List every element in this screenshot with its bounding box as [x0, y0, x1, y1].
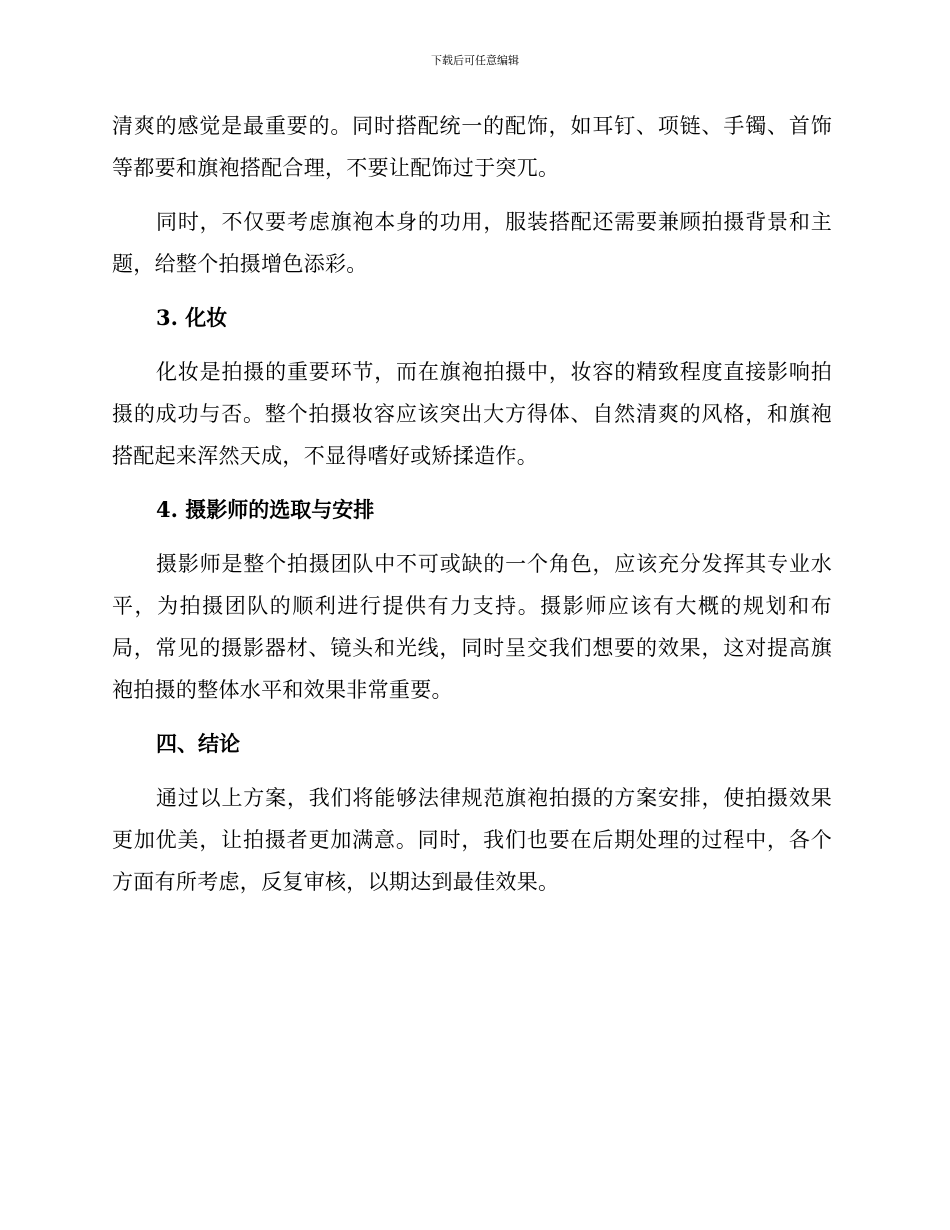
- page-header: 下载后可任意编辑: [431, 54, 519, 67]
- paragraph-conclusion: 通过以上方案，我们将能够法律规范旗袍拍摄的方案安排，使拍摄效果更加优美，让拍摄者更加满意。同时，我们也要在后期处理的过程中，各个方面有所考虑，反复审核，以期达到最佳效果。: [112, 786, 832, 894]
- paragraph-accessories: 清爽的感觉是最重要的。同时搭配统一的配饰，如耳钉、项链、手镯、首饰等都要和旗袍搭配合理，不要让配饰过于突兀。: [112, 114, 832, 180]
- document-body: [112, 105, 832, 915]
- paragraph-photographer: 摄影师是整个拍摄团队中不可或缺的一个角色，应该充分发挥其专业水平，为拍摄团队的顺利进行提供有力支持。摄影师应该有大概的规划和布局，常见的摄影器材、镜头和光线，同时呈交我们想要的效果，这对提高旗袍拍摄的整体水平和效果非常重要。: [112, 552, 832, 702]
- paragraph-styling: 同时，不仅要考虑旗袍本身的功用，服装搭配还需要兼顾拍摄背景和主题，给整个拍摄增色添彩。: [112, 210, 832, 276]
- paragraph-makeup: 化妆是拍摄的重要环节，而在旗袍拍摄中，妆容的精致程度直接影响拍摄的成功与否。整个拍摄妆容应该突出大方得体、自然清爽的风格，和旗袍搭配起来浑然天成，不显得嗜好或矫揉造作。: [112, 360, 832, 468]
- heading-conclusion: 四、结论: [156, 731, 240, 756]
- heading-photographer: 4. 摄影师的选取与安排: [156, 497, 375, 522]
- heading-makeup: 3. 化妆: [156, 305, 228, 330]
